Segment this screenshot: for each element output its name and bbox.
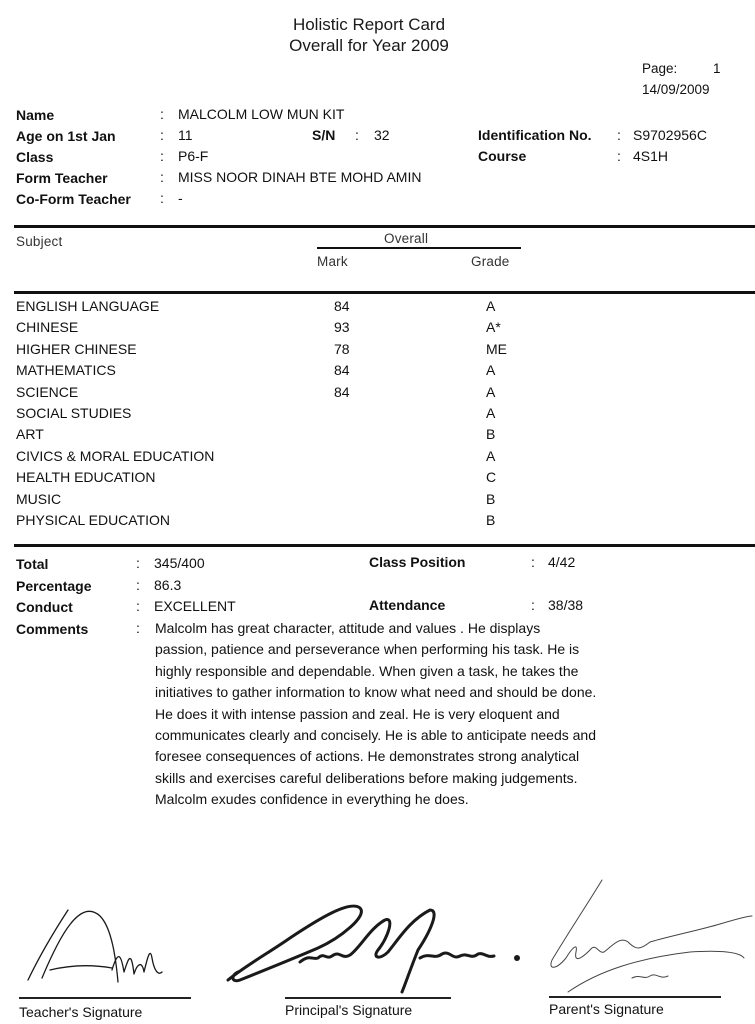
subject-name: SOCIAL STUDIES — [16, 405, 132, 421]
total-label: Total — [16, 556, 49, 572]
page-number: 1 — [713, 61, 721, 76]
grade-header: Grade — [471, 254, 510, 269]
subject-grade: C — [486, 469, 497, 485]
table-header-bottom-rule — [14, 291, 755, 294]
subject-mark: 93 — [334, 319, 350, 335]
age-label: Age on 1st Jan — [16, 128, 116, 144]
sn-label: S/N — [312, 127, 336, 143]
comment-line: initiatives to gather information to know what need and should be done. — [155, 684, 597, 701]
subject-mark: 78 — [334, 341, 350, 357]
comment-line: passion, patience and perseverance when performing his task. He is — [155, 641, 580, 658]
subject-grade: B — [486, 491, 496, 507]
subject-name: SCIENCE — [16, 384, 79, 400]
class-label: Class — [16, 149, 54, 165]
co-form-teacher-name: - — [178, 190, 183, 206]
name-label: Name — [16, 107, 55, 123]
co-form-teacher-label: Co-Form Teacher — [16, 191, 131, 207]
comment-line: Malcolm has great character, attitude and values . He displays — [155, 620, 541, 636]
comment-line: He does it with intense passion and zeal. He is very eloquent and — [155, 705, 560, 722]
page-label: Page: — [642, 61, 678, 76]
teacher-signature — [28, 910, 162, 982]
class-position-label: Class Position — [369, 554, 466, 570]
subject-mark: 84 — [334, 384, 350, 400]
student-name: MALCOLM LOW MUN KIT — [178, 106, 345, 122]
conduct-value: EXCELLENT — [154, 598, 236, 614]
subject-name: HEALTH EDUCATION — [16, 469, 156, 485]
colon: : — [136, 598, 140, 614]
parent-signature-label: Parent's Signature — [549, 1001, 664, 1017]
subject-grade: B — [486, 512, 496, 528]
subject-header: Subject — [16, 234, 63, 249]
comment-line: foresee consequences of actions. He demonstrates strong analytical — [155, 748, 580, 765]
identification-number: S9702956C — [633, 127, 707, 143]
comment-line: Malcolm exudes confidence in everything he does. — [155, 791, 469, 808]
report-title: Holistic Report Card — [292, 15, 446, 34]
student-class: P6-F — [178, 148, 209, 164]
comment-line: highly responsible and dependable. When given a task, he takes the — [155, 662, 579, 679]
colon: : — [160, 127, 164, 143]
subject-name: CIVICS & MORAL EDUCATION — [16, 448, 215, 464]
colon: : — [160, 106, 164, 122]
teacher-signature-line — [19, 997, 191, 999]
comment-line: skills and exercises careful deliberations before making judgements. — [155, 769, 578, 786]
colon: : — [136, 620, 140, 636]
subject-grade: A* — [486, 319, 501, 335]
subject-name: MUSIC — [16, 491, 62, 507]
subject-grade: A — [486, 384, 496, 400]
subject-name: PHYSICAL EDUCATION — [16, 512, 171, 528]
colon: : — [160, 190, 164, 206]
subject-grade: B — [486, 426, 496, 442]
parent-signature-line — [549, 996, 721, 998]
colon: : — [617, 148, 621, 164]
colon: : — [531, 554, 535, 570]
total-value: 345/400 — [154, 555, 205, 571]
colon: : — [136, 577, 140, 593]
class-position-value: 4/42 — [548, 554, 576, 570]
subject-name: ENGLISH LANGUAGE — [16, 298, 160, 314]
subject-grade: A — [486, 448, 496, 464]
form-teacher-name: MISS NOOR DINAH BTE MOHD AMIN — [178, 169, 422, 185]
colon: : — [160, 148, 164, 164]
report-date: 14/09/2009 — [642, 82, 710, 97]
mark-header: Mark — [317, 254, 348, 269]
table-top-rule — [14, 225, 755, 228]
subject-mark: 84 — [334, 362, 350, 378]
overall-header: Overall — [384, 231, 429, 246]
principal-signature-dot — [514, 955, 520, 961]
attendance-value: 38/38 — [548, 597, 584, 613]
percentage-label: Percentage — [16, 578, 92, 594]
colon: : — [531, 597, 535, 613]
subject-grade: A — [486, 298, 496, 314]
subject-mark: 84 — [334, 298, 350, 314]
conduct-label: Conduct — [16, 599, 73, 615]
subject-name: HIGHER CHINESE — [16, 341, 137, 357]
colon: : — [355, 127, 359, 143]
comments-label: Comments — [16, 621, 89, 637]
percentage-value: 86.3 — [154, 577, 182, 593]
overall-underline — [317, 247, 521, 249]
principal-signature — [228, 906, 494, 992]
subject-name: CHINESE — [16, 319, 79, 335]
comments-text — [155, 618, 596, 811]
subject-grade: A — [486, 362, 496, 378]
id-label: Identification No. — [478, 127, 592, 143]
course-value: 4S1H — [633, 148, 669, 164]
report-subtitle: Overall for Year 2009 — [289, 36, 449, 55]
comment-line: communicates clearly and concisely. He is able to anticipate needs and — [155, 727, 596, 744]
student-age: 11 — [178, 127, 193, 143]
colon: : — [160, 169, 164, 185]
table-bottom-rule — [14, 544, 755, 547]
subject-grade: ME — [486, 341, 507, 357]
subject-name: MATHEMATICS — [16, 362, 116, 378]
attendance-label: Attendance — [369, 597, 446, 613]
principal-signature-label: Principal's Signature — [285, 1002, 413, 1018]
teacher-signature-label: Teacher's Signature — [19, 1004, 143, 1020]
colon: : — [136, 555, 140, 571]
student-sn: 32 — [374, 127, 390, 143]
principal-signature-line — [285, 997, 451, 999]
parent-signature — [551, 880, 752, 992]
course-label: Course — [478, 148, 527, 164]
subject-name: ART — [16, 426, 44, 442]
form-teacher-label: Form Teacher — [16, 170, 108, 186]
colon: : — [617, 127, 621, 143]
subject-grade: A — [486, 405, 496, 421]
signature-marks — [0, 880, 755, 1000]
